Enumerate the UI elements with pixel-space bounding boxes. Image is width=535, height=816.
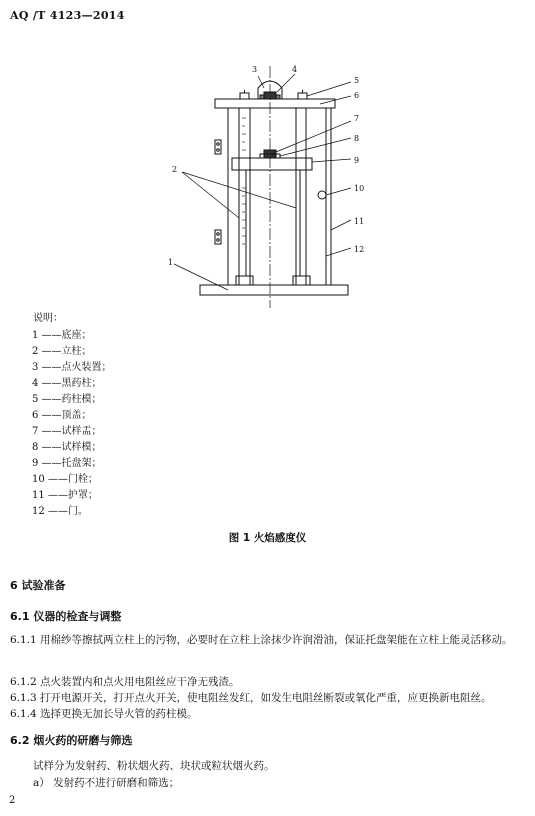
section-6-heading: 6 试验准备 (10, 579, 66, 592)
part-label-7: 7 (354, 114, 360, 123)
legend-item: 4 ——黑药柱； (32, 378, 102, 389)
clause-6-1-3: 6.1.3 打开电源开关，打开点火开关，使电阻丝发红，如发生电阻丝断裂或氧化严重，应更换新电阻丝。 (10, 692, 492, 704)
legend-item: 10 ——门栓； (32, 474, 98, 485)
part-label-5: 5 (354, 76, 360, 85)
door-latch (318, 191, 326, 199)
legend-item: 2 ——立柱； (32, 346, 92, 357)
part-label-11: 11 (354, 217, 365, 226)
part-label-8: 8 (354, 134, 360, 143)
tray-frame (232, 158, 312, 170)
black-powder-column (264, 92, 276, 99)
part-label-10: 10 (354, 184, 365, 193)
right-column (296, 108, 306, 285)
part-label-3: 3 (252, 65, 258, 74)
page-number: 2 (9, 795, 16, 806)
legend-title: 说明： (33, 313, 63, 324)
top-cover (215, 99, 335, 108)
flame-sensitivity-apparatus-figure (160, 58, 380, 310)
part-label-4: 4 (292, 65, 298, 74)
clause-6-1-1: 6.1.1 用棉纱等擦拭两立柱上的污物，必要时在立柱上涂抹少许润滑油，保证托盘架能在立柱上能灵活移动。 (10, 634, 513, 646)
part-label-1: 1 (168, 258, 174, 267)
base-plate (200, 285, 348, 295)
legend-item: 1 ——底座； (32, 330, 92, 341)
left-column (239, 108, 250, 285)
legend-item: 9 ——托盘架； (32, 458, 102, 469)
legend-item: 8 ——试样模； (32, 442, 102, 453)
part-label-12: 12 (354, 245, 365, 254)
legend-item: 6 ——顶盖； (32, 410, 92, 421)
list-item-a: a） 发射药不进行研磨和筛选； (33, 777, 180, 789)
clause-6-1-4: 6.1.4 选择更换无加长导火管的药柱模。 (10, 708, 198, 720)
standard-code: AQ /T 4123—2014 (10, 9, 125, 22)
scale-ticks (242, 118, 246, 244)
legend-item: 11 ——护罩； (32, 490, 98, 501)
legend-item: 7 ——试样盂； (32, 426, 102, 437)
legend-item: 5 ——药柱模； (32, 394, 102, 405)
part-label-9: 9 (354, 156, 360, 165)
legend-item: 12 ——门。 (32, 506, 88, 517)
figure-caption: 图 1 火焰感度仪 (228, 532, 307, 544)
section-6-2-intro: 试样分为发射药、粉状烟火药、块状或粒状烟火药。 (33, 760, 275, 772)
legend-item: 3 ——点火装置； (32, 362, 112, 373)
part-label-6: 6 (354, 91, 360, 100)
section-6-2-heading: 6.2 烟火药的研磨与筛选 (10, 734, 133, 747)
part-label-2: 2 (172, 165, 178, 174)
clause-6-1-2: 6.1.2 点火装置内和点火用电阻丝应干净无残渣。 (10, 676, 240, 688)
section-6-1-heading: 6.1 仪器的检查与调整 (10, 610, 122, 623)
